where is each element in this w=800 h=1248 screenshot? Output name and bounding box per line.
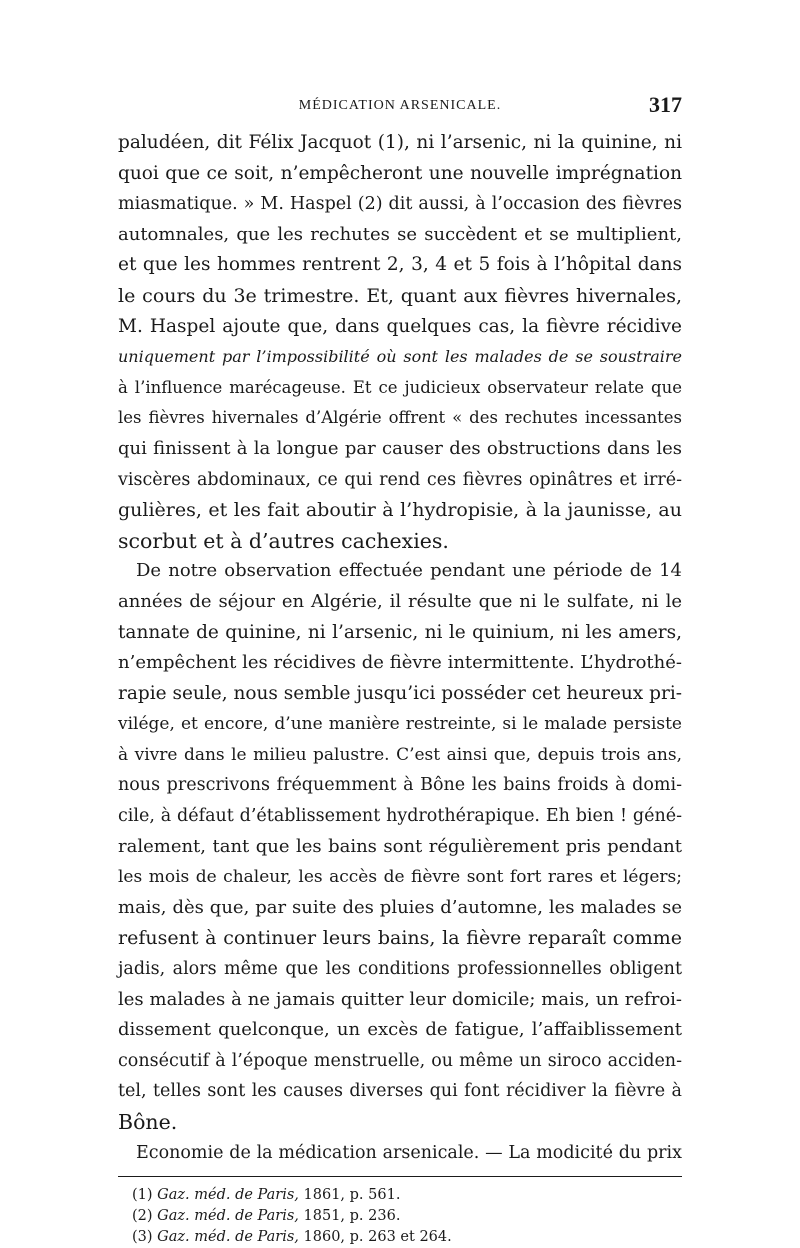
- footnote: [132, 1206, 682, 1227]
- text-line: qui finissent à la longue par causer des obstructions dans les: [118, 437, 682, 459]
- footnote-source: Gaz. méd. de Paris,: [157, 1208, 299, 1225]
- footnote: [132, 1185, 682, 1206]
- text-line: uniquement par l’impossibilité où sont les malades de se soustraire: [118, 347, 682, 367]
- text-line: viscères abdominaux, ce qui rend ces fièvres opinâtres et irré-: [118, 469, 682, 490]
- footnote-number: (2): [132, 1208, 153, 1225]
- text-line: jadis, alors même que les conditions professionnelles obligent: [118, 959, 682, 980]
- text-line: dissement quelconque, un excès de fatigue, l’affaiblissement: [118, 1019, 682, 1041]
- text-line: miasmatique. » M. Haspel (2) dit aussi, à l’occasion des fièvres: [118, 194, 682, 215]
- body-text: [118, 128, 682, 1168]
- footnote: [132, 1227, 682, 1248]
- text-line: et que les hommes rentrent 2, 3, 4 et 5 fois à l’hôpital dans: [118, 254, 682, 276]
- footnote-number: (1): [132, 1187, 153, 1204]
- footnote-reference: 1861, p. 561.: [298, 1187, 401, 1204]
- text-line: les malades à ne jamais quitter leur domicile; mais, un refroi-: [118, 988, 682, 1010]
- text-line: Bône.: [118, 1110, 178, 1134]
- text-line: tannate de quinine, ni l’arsenic, ni le quinium, ni les amers,: [118, 621, 682, 643]
- text-line: tel, telles sont les causes diverses qui font récidiver la fièvre à: [118, 1081, 682, 1102]
- running-head: [118, 92, 682, 122]
- text-line: n’empêchent les récidives de fièvre intermittente. L’hydrothé-: [118, 652, 682, 674]
- text-line: cile, à défaut d’établissement hydrothérapique. Eh bien ! géné-: [118, 806, 682, 827]
- text-line: refusent à continuer leurs bains, la fièvre reparaît comme: [118, 927, 682, 950]
- text-line: vilége, et encore, d’une manière restreinte, si le malade persiste: [118, 714, 682, 735]
- text-line: gulières, et les fait aboutir à l’hydropisie, à la jaunisse, au: [118, 499, 682, 522]
- text-line: quoi que ce soit, n’empêcheront une nouvelle imprégnation: [118, 162, 682, 184]
- text-line: à vivre dans le milieu palustre. C’est ainsi que, depuis trois ans,: [118, 744, 682, 765]
- page-number: 317: [649, 92, 682, 117]
- footnote-reference: 1851, p. 236.: [298, 1208, 401, 1225]
- text-line: paludéen, dit Félix Jacquot (1), ni l’arsenic, ni la quinine, ni: [118, 132, 682, 153]
- text-line: mais, dès que, par suite des pluies d’automne, les malades se: [118, 896, 682, 918]
- running-title: MÉDICATION ARSENICALE.: [298, 98, 502, 113]
- text-line: rapie seule, nous semble jusqu’ici posséder cet heureux pri-: [118, 682, 682, 704]
- text-line: les mois de chaleur, les accès de fièvre sont fort rares et légers;: [118, 867, 682, 888]
- text-line: le cours du 3e trimestre. Et, quant aux fièvres hivernales,: [118, 284, 682, 307]
- text-line: à l’influence marécageuse. Et ce judicieux observateur relate que: [118, 377, 682, 397]
- footnotes: [118, 1185, 682, 1248]
- text-line: scorbut et à d’autres cachexies.: [118, 528, 449, 553]
- footnote-rule: [118, 1176, 682, 1177]
- text-line: De notre observation effectuée pendant une période de 14: [136, 560, 682, 582]
- text-line: années de séjour en Algérie, il résulte que ni le sulfate, ni le: [118, 590, 682, 612]
- book-page: [118, 92, 682, 1248]
- text-line: ralement, tant que les bains sont régulièrement pris pendant: [118, 835, 682, 857]
- text-line: M. Haspel ajoute que, dans quelques cas, la fièvre récidive: [118, 315, 682, 337]
- text-line: automnales, que les rechutes se succèdent et se multiplient,: [118, 223, 682, 245]
- footnote-source: Gaz. méd. de Paris,: [157, 1229, 299, 1246]
- footnote-reference: 1860, p. 263 et 264.: [298, 1229, 452, 1246]
- section-heading-line: Economie de la médication arsenicale. — La modicité du prix: [136, 1142, 682, 1163]
- text-line: les fièvres hivernales d’Algérie offrent « des rechutes incessantes: [118, 408, 682, 428]
- text-line: consécutif à l’époque menstruelle, ou même un siroco acciden-: [118, 1050, 682, 1071]
- footnote-number: (3): [132, 1229, 153, 1246]
- footnote-source: Gaz. méd. de Paris,: [157, 1187, 299, 1204]
- text-line: nous prescrivons fréquemment à Bône les bains froids à domi-: [118, 775, 682, 796]
